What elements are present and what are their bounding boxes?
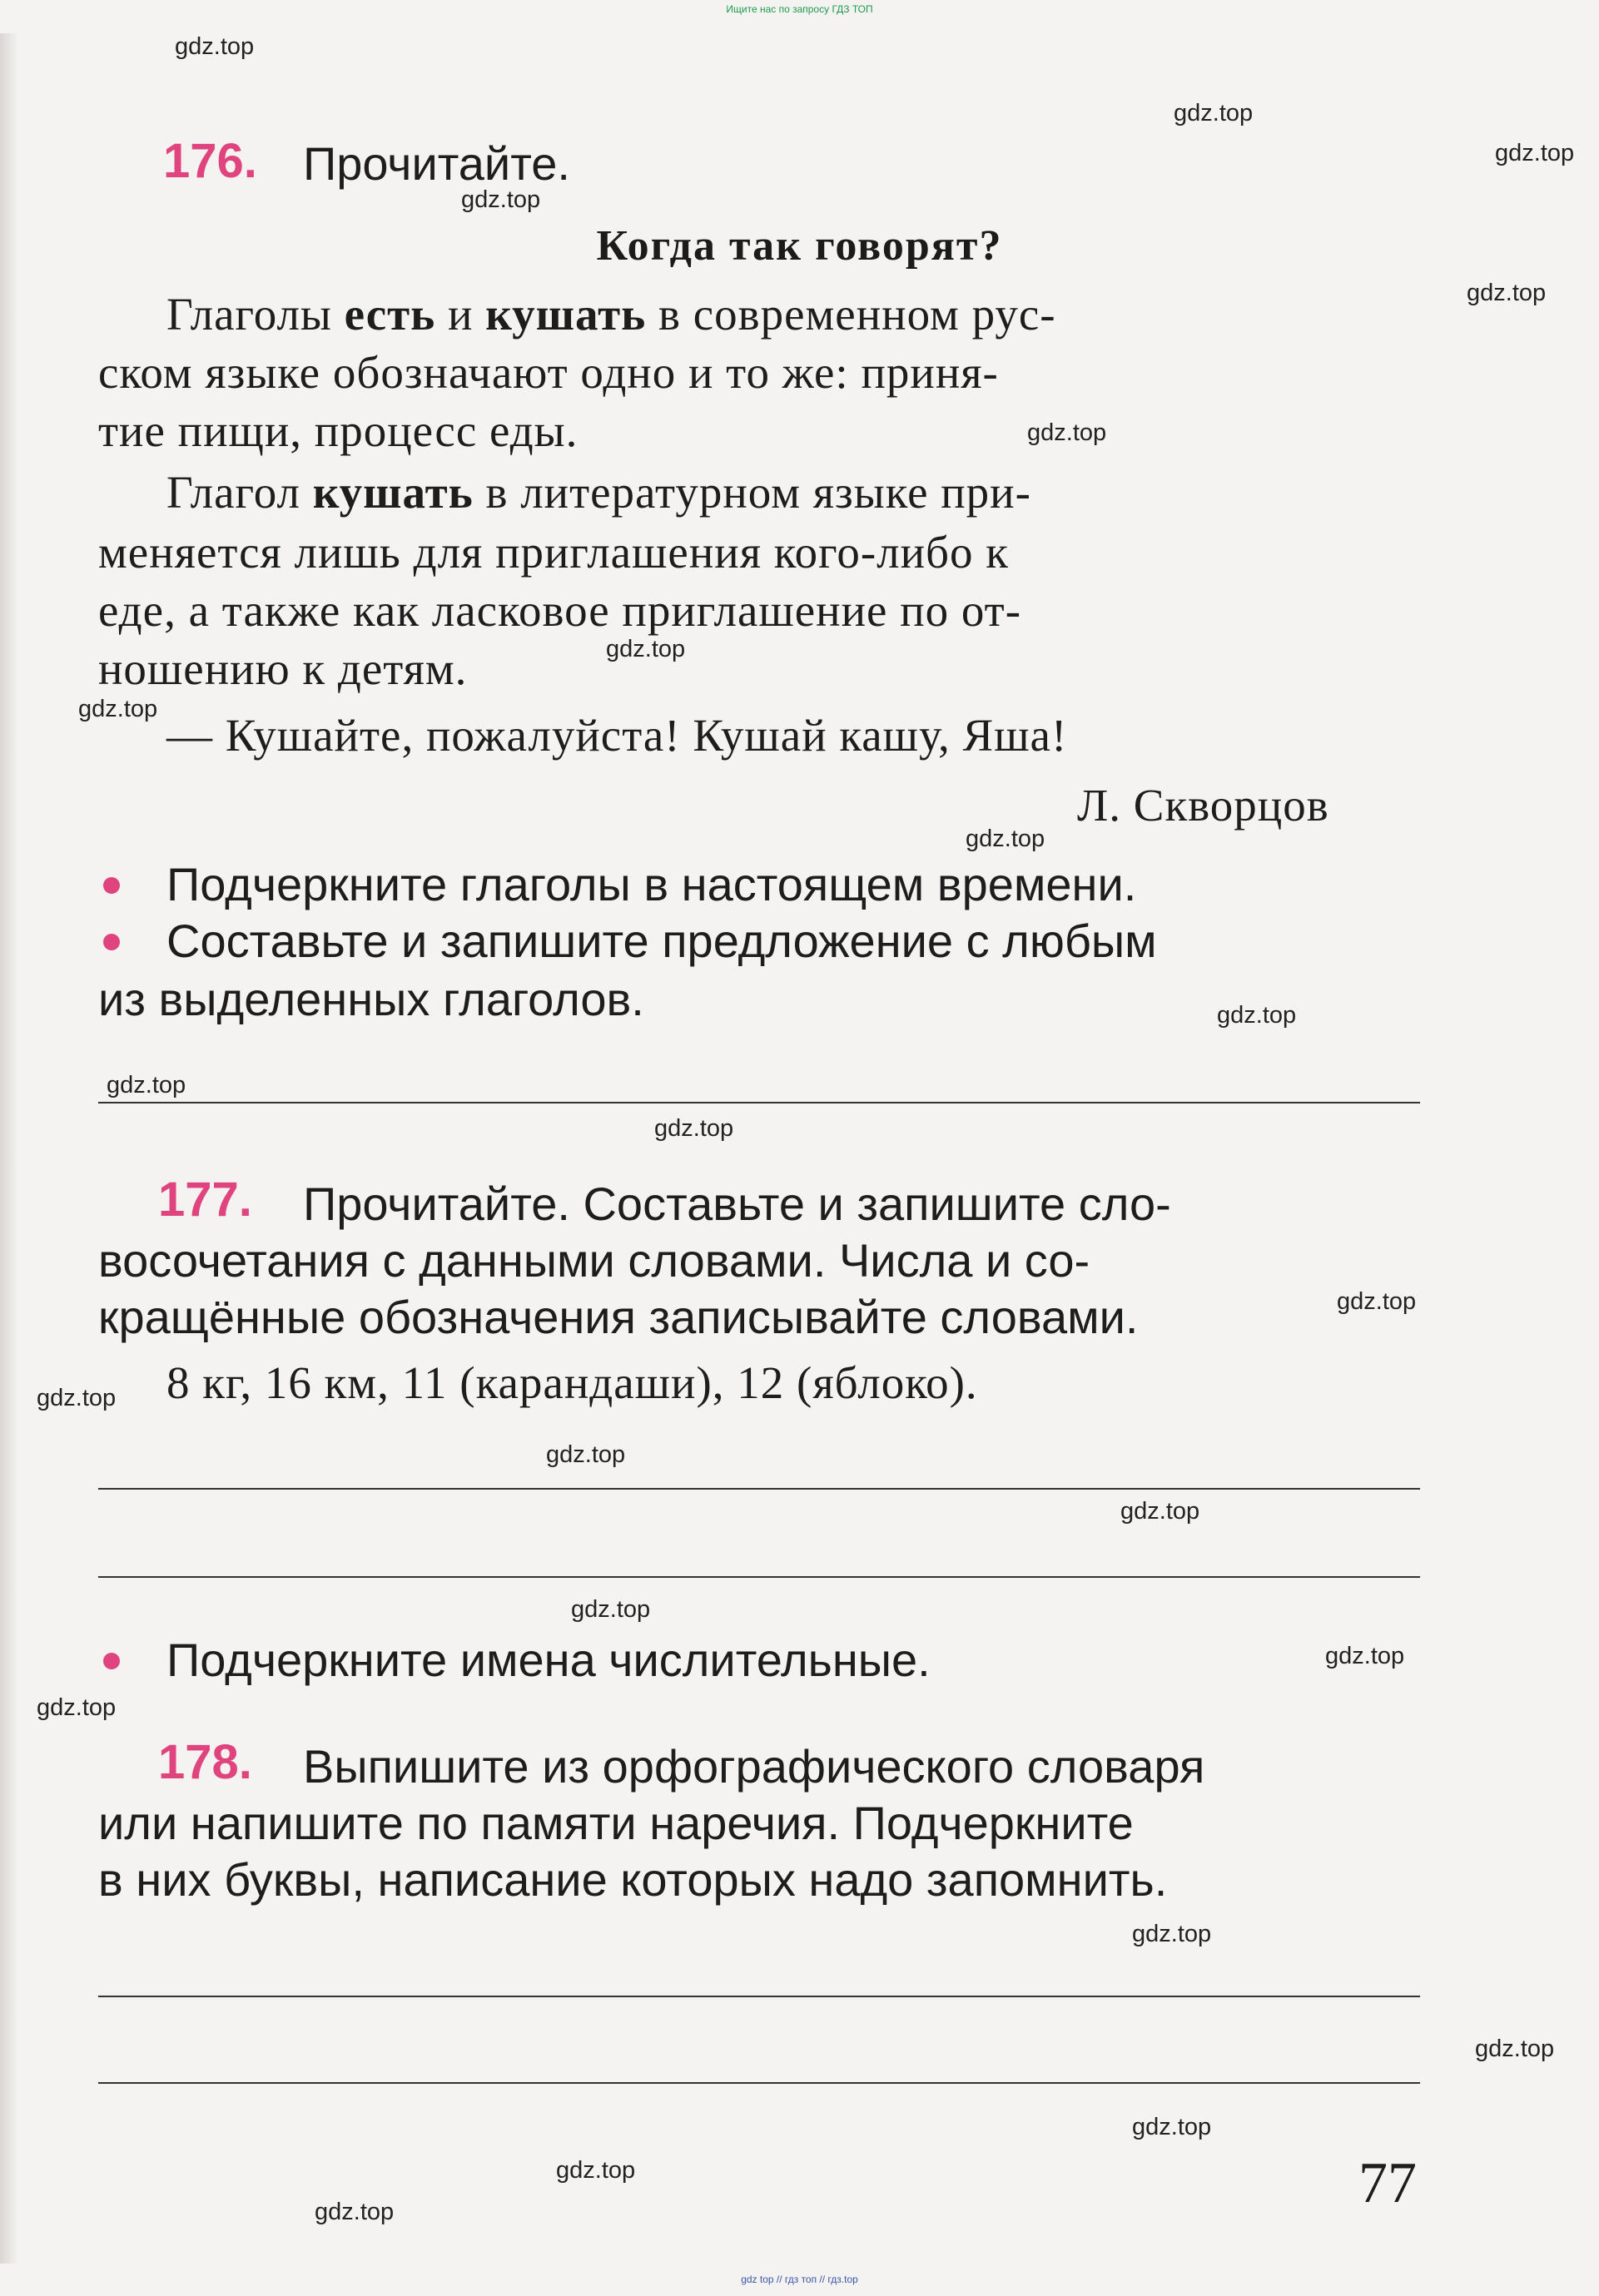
watermark: gdz.top [1132,2114,1212,2140]
answer-line [98,1488,1420,1490]
exercise-176-para1-line1 [166,288,1056,340]
bullet-icon [103,1653,120,1669]
watermark: gdz.top [1174,100,1254,126]
text-run: и [435,289,486,340]
watermark: gdz.top [461,186,541,213]
answer-line [98,1102,1420,1103]
watermark: gdz.top [1325,1643,1405,1669]
watermark: gdz.top [1027,419,1107,446]
exercise-176-para1-line2: ском языке обозначают одно и то же: приня- [98,347,999,398]
text-run: в современном рус- [646,289,1056,340]
watermark: gdz.top [1467,280,1547,306]
watermark: gdz.top [571,1596,651,1623]
exercise-178-line2: или напишите по памяти наречия. Подчеркните [98,1797,1134,1849]
text-run: Глаголы [166,289,345,340]
answer-line [98,2082,1420,2084]
exercise-176-task2-line1: Составьте и запишите предложение с любым [166,915,1157,967]
watermark: gdz.top [315,2199,395,2225]
exercise-176-author: Л. Скворцов [1077,780,1329,831]
watermark: gdz.top [1120,1498,1200,1525]
watermark: gdz.top [1495,140,1575,166]
highlighted-verb-kushat: кушать [312,467,474,518]
watermark: gdz.top [966,826,1045,852]
exercise-177-line2: восочетания с данными словами. Числа и со- [98,1234,1090,1287]
exercise-176-para2-line1 [166,466,1031,518]
watermark: gdz.top [1217,1002,1297,1029]
bullet-icon [103,877,120,894]
exercise-176-instruction: Прочитайте. [303,137,570,190]
text-run: Глагол [166,467,313,518]
watermark: gdz.top [1475,2036,1555,2062]
exercise-176-para1-line3: тие пищи, процесс еды. [98,405,579,456]
watermark: gdz.top [175,33,255,60]
exercise-177-number: 177. [158,1173,252,1227]
top-search-note: Ищите нас по запросу ГДЗ ТОП [726,3,873,15]
watermark: gdz.top [1132,1921,1212,1947]
exercise-176-task1: Подчеркните глаголы в настоящем времени. [166,858,1137,910]
answer-line [98,1996,1420,1997]
watermark: gdz.top [546,1441,626,1468]
page-edge-shadow [0,33,18,2264]
exercise-176-task2-line2: из выделенных глаголов. [98,973,644,1025]
watermark: gdz.top [1337,1288,1417,1315]
highlighted-verb-kushat: кушать [485,289,647,340]
exercise-176-para2-line2: меняется лишь для приглашения кого-либо к [98,527,1010,578]
bullet-icon [103,934,120,950]
watermark: gdz.top [78,696,158,722]
exercise-178-line1: Выпишите из орфографического словаря [303,1740,1205,1793]
exercise-176-quote: — Кушайте, пожалуйста! Кушай кашу, Яша! [166,710,1068,761]
exercise-176-para2-line4: ношению к детям. [98,643,468,694]
exercise-178-number: 178. [158,1735,252,1789]
exercise-176-title: Когда так говорят? [596,222,1003,270]
watermark: gdz.top [606,636,686,662]
highlighted-verb-est: есть [344,289,436,340]
page-number: 77 [1358,2151,1417,2215]
exercise-176-number: 176. [163,134,257,188]
exercise-177-line1: Прочитайте. Составьте и запишите сло- [303,1178,1171,1230]
exercise-177-line3: кращённые обозначения записывайте словами. [98,1291,1139,1343]
watermark: gdz.top [654,1115,734,1142]
exercise-177-items: 8 кг, 16 км, 11 (карандаши), 12 (яблоко). [166,1357,978,1408]
answer-line [98,1576,1420,1578]
watermark: gdz.top [37,1385,117,1411]
watermark: gdz.top [556,2157,636,2184]
exercise-178-line3: в них буквы, написание которых надо запомнить. [98,1853,1168,1906]
exercise-177-task: Подчеркните имена числительные. [166,1634,931,1686]
exercise-176-para2-line3: еде, а также как ласковое приглашение по от- [98,585,1022,636]
text-run: в литературном языке при- [473,467,1031,518]
watermark: gdz.top [107,1072,186,1098]
bottom-search-note: gdz top // гдз топ // гдз.top [741,2274,858,2285]
watermark: gdz.top [37,1694,117,1721]
